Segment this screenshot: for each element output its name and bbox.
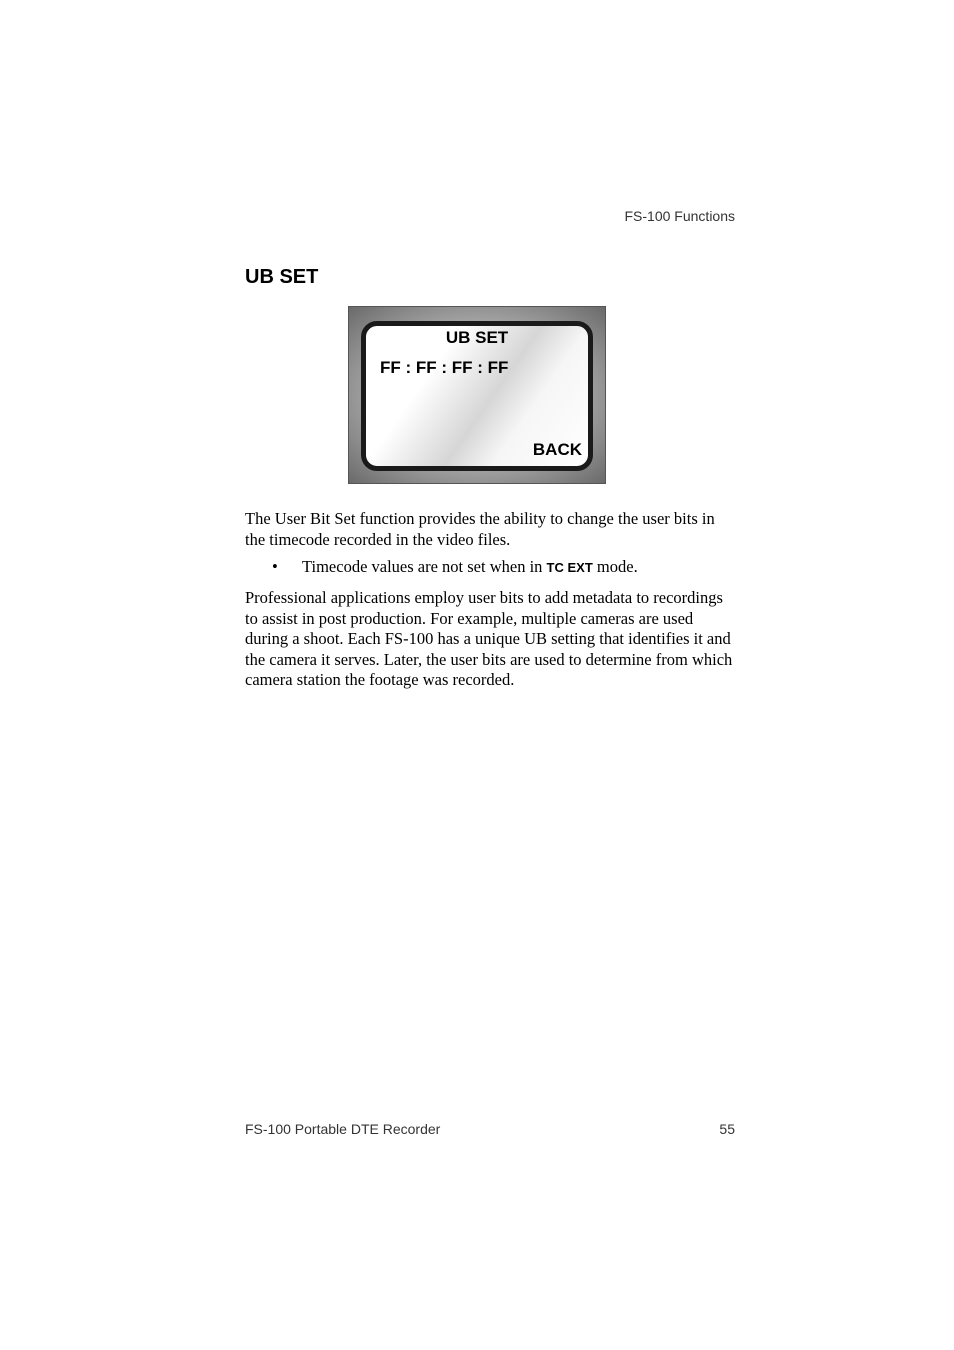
running-header: FS-100 Functions	[624, 208, 735, 224]
lcd-back-label: BACK	[532, 440, 582, 459]
section-heading: UB SET	[245, 266, 319, 288]
bullet-text-after: mode.	[592, 557, 638, 576]
bullet-text-before: Timecode values are not set when in	[302, 557, 547, 576]
lcd-screen-illustration	[348, 306, 606, 484]
intro-paragraph: The User Bit Set function provides the ability to change the user bits in the timecode recorded in the video files.	[245, 509, 715, 549]
footer-product-name: FS-100 Portable DTE Recorder	[245, 1121, 441, 1137]
lcd-title: UB SET	[445, 328, 509, 347]
explanation-paragraph: Professional applications employ user bits to add metadata to recordings to assist in post production. For example, multiple cameras are used during a shoot. Each FS-100 has a unique UB setting that identifies it and the camera it serves. Later, the user bits are used to determine from which camera station the footage was recorded.	[245, 588, 733, 690]
tc-ext-keyword: TC EXT	[546, 560, 593, 575]
footer-page-number: 55	[719, 1121, 735, 1137]
bullet-marker: •	[272, 557, 278, 576]
lcd-user-bits-value: FF : FF : FF : FF	[380, 358, 509, 377]
lcd-display	[361, 321, 593, 471]
bullet-item	[272, 557, 742, 579]
